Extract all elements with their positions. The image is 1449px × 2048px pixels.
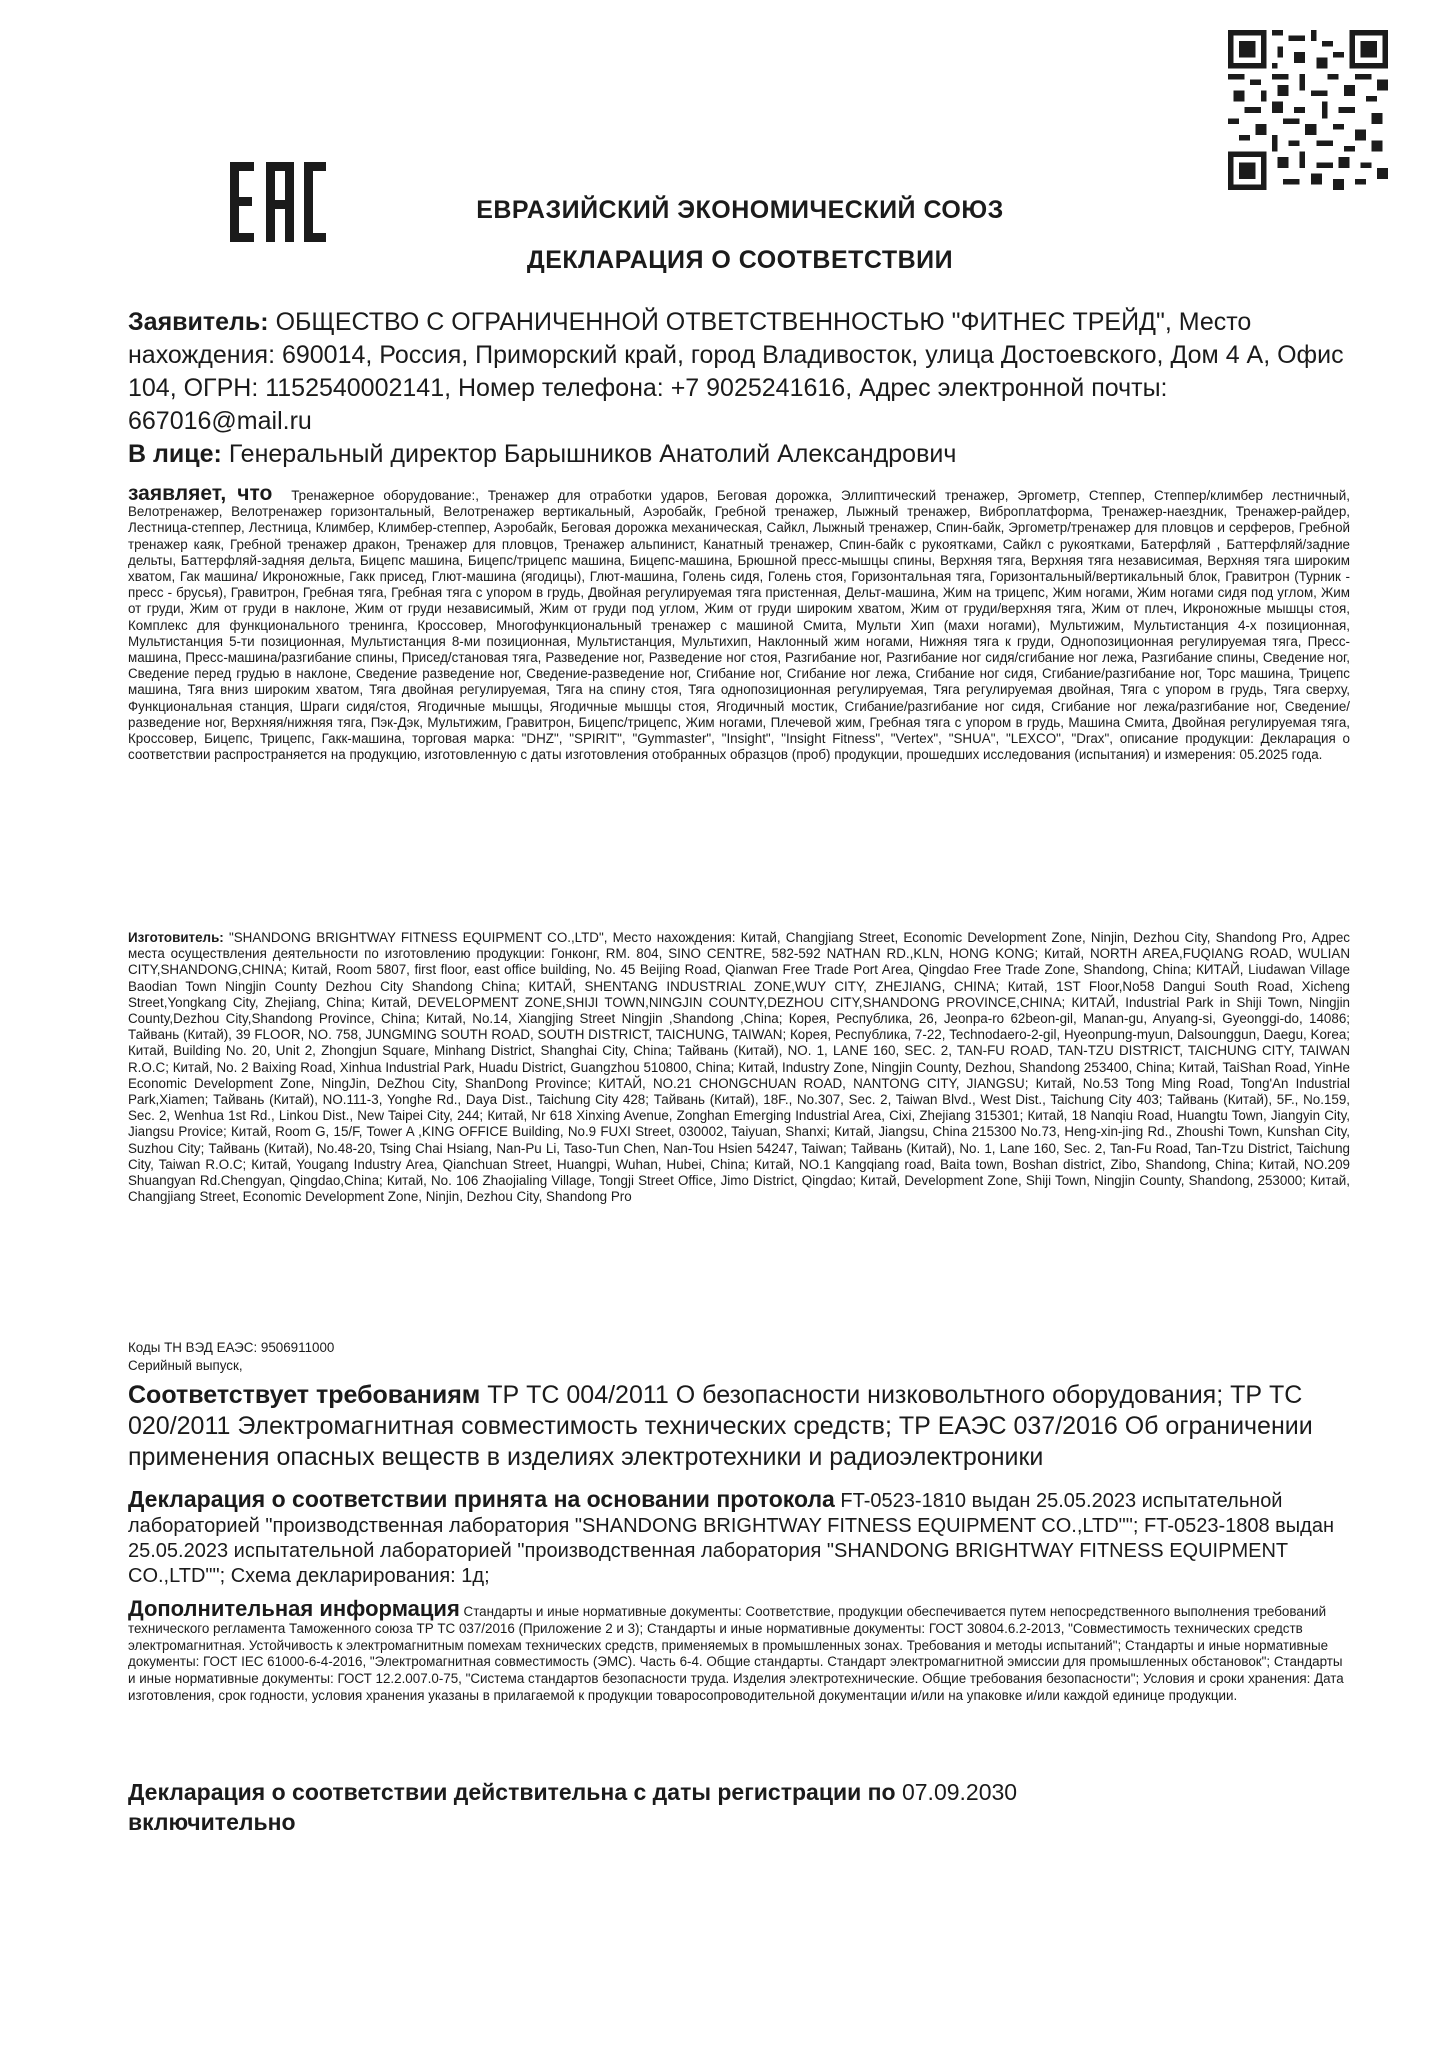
- applicant-label: Заявитель:: [128, 308, 269, 336]
- manufacturer-label: Изготовитель:: [128, 930, 224, 945]
- manufacturer-text: "SHANDONG BRIGHTWAY FITNESS EQUIPMENT CO.,LTD", Место нахождения: Китай, Changjiang Street, Economic Development Zone, Ninjin, Dezhou City, Shandong Pro, Адрес места осуществления деятельности по изготовлению продукции: Гонконг, RM. 804, SINO CENTRE, 582-592 NATHAN RD.,KLN, HONG KONG; Китай, NORTH AREA,FUQIANG ROAD, WULIAN CITY,SHANDONG,CHINA; Китай, Room 5807, first floor, east office building, No. 45 Beijing Road, Qianwan Free Trade Port Area, Qingdao Free Trade Zone, Shandong, China; КИТАЙ, Liudawan Village Baodian Town Ningjin County Dezhou City Shandong China; КИТАЙ, SHENTANG INDUSTRIAL ZONE,WUY CITY, ZHEJIANG, CHINA; Китай, 1ST Floor,No58 Dangui South Road, Xicheng Street,Yongkang City, Zhejiang, China; Китай, DEVELOPMENT ZONE,SHIJI TOWN,NINGJIN COUNTY,DEZHOU CITY,SHANDONG PROVINCE,CHINA; КИТАЙ, Industrial Park in Shiji Town, Ningjin County,Dezhou City,Shandong Province, China; Китай, No.14, Xiangjing Street Ningjin ,Shandong ,China; Корея, Республика, 26, Jeonpa-ro 62beon-gil, Manan-gu, Anyang-si, Gyeonggi-do, 14086; Тайвань (Китай), 39 FLOOR, NO. 758, JUNGMING SOUTH ROAD, SOUTH DISTRICT, TAICHUNG, TAIWAN; Корея, Республика, 7-22, Technodaero-2-gil, Hyeonpung-myun, Dalsounggun, Daegu, Korea; Китай, Building No. 20, Unit 2, Zhongjun Square, Minhang District, Shanghai City, China; Тайвань (Китай), NO. 1, LANE 160, SEC. 2, TAN-FU ROAD, TAN-TZU DISTRICT, TAICHUNG CITY, TAIWAN R.O.C; Китай, No. 2 Baixing Road, Xinhua Industrial Park, Huadu District, Guangzhou 510800, China; Китай, Industry Zone, Ningjin County, Dezhou, Shandong 253400, China; Китай, TaiShan Road, YinHe Economic Development Zone, NingJin, DeZhou City, ShanDong Province; КИТАЙ, NO.21 CHONGCHUAN ROAD, NANTONG CITY, JIANGSU; Китай, No.53 Tong Ming Road, Tong'An Industrial Park,Xiamen; Тайвань (Китай), NO.111-3, Yonghe Rd., Daya Dist., Taichung City 428; Тайвань (Китай), 18F., No.307, Sec. 2, Taiwan Blvd., West Dist., Taichung City 403; Тайвань (Китай), 5F., No.159, Sec. 2, Wenhua 1st Rd., Linkou Dist., New Taipei City, 244; Китай, Nr 618 Xinxing Avenue, Zonghan Emerging Industrial Area, Cixi, Zhejiang 315301; Китай, 18 Nanqiu Road, Huangtu Town, Jiangyin City, Jiangsu Provice; Китай, Room G, 15/F, Tower A ,KING OFFICE Building, No.9 FUXI Street, 030002, Taiyuan, Shanxi; Китай, Jiangsu, China 215300 No.73, Heng-xin-jing Rd., Zhoushi Town, Kunshan City, Suzhou City; Тайвань (Китай), No.48-20, Tsing Chai Hsiang, Nan-Pu Li, Taso-Tun Chen, Nan-Tou Hsien 54247, Taiwan; Тайвань (Китай), No. 1, Lane 160, Sec. 2, Tan-Fu Road, Tan-Tzu District, Taichung City, Taiwan R.O.C; Китай, Yougang Industry Area, Qianchuan Street, Huangpi, Wuhan, Hubei, China; Китай, NO.1 Kangqiang road, Baita town, Boshan district, Zibo, Shandong, China; Китай, NO.209 Shuangyan Rd.Chengyan, Qingdao,China; Китай, No. 106 Zhaojialing Village, Tongji Street Office, Jimo District, Qingdao; Китай, Development Zone, Shiji Town, Ningjin County, Shandong, 253000; Китай, Changjiang Street, Economic Development Zone, Ninjin, Dezhou City, Shandong Pro: [128, 930, 1350, 1205]
- basis-label: Декларация о соответствии принята на основании протокола: [128, 1486, 835, 1512]
- representative-section: [128, 438, 1350, 471]
- basis-text: FT-0523-1810 выдан 25.05.2023 испытательной лабораторией "производственная лаборатория "SHANDONG BRIGHTWAY FITNESS EQUIPMENT CO.,LTD""; FT-0523-1808 выдан 25.05.2023 испытательной лабораторией "производственная лаборатория "SHANDONG BRIGHTWAY FITNESS EQUIPMENT CO.,LTD""; Схема декларирования: 1д;: [128, 1490, 1335, 1587]
- tn-ved-codes: Коды ТН ВЭД ЕАЭС: 9506911000: [128, 1340, 335, 1355]
- requirements-label: Соответствует требованиям: [128, 1381, 481, 1409]
- validity-section: [128, 1777, 1350, 1837]
- declaration-title: ДЕКЛАРАЦИЯ О СООТВЕТСТВИИ: [526, 246, 954, 274]
- qr-code: [1228, 28, 1388, 192]
- union-title: ЕВРАЗИЙСКИЙ ЭКОНОМИЧЕСКИЙ СОЮЗ: [476, 196, 1004, 224]
- requirements-section: [128, 1380, 1350, 1473]
- basis-section: [128, 1487, 1350, 1589]
- declares-text: Тренажерное оборудование:, Тренажер для отработки ударов, Беговая дорожка, Эллиптический тренажер, Эргометр, Степпер, Степпер/климбер лестничный, Велотренажер, Велотренажер горизонтальный, Велотренажер вертикальный, Аэробайк, Гребной тренажер, Лыжный тренажер, Виброплатформа, Тренажер-наездник, Тренажер-райдер, Лестница-степпер, Лестница, Климбер, Климбер-степпер, Аэробайк, Беговая дорожка механическая, Сайкл, Лыжный тренажер, Спин-байк, Эргометр/тренажер для пловцов и серферов, Гребной тренажер каяк, Гребной тренажер дракон, Тренажер для пловцов, Тренажер альпинист, Канатный тренажер, Спин-байк с рукоятками, Сайкл с рукоятками, Батерфляй , Баттерфляй/задние дельты, Баттерфляй-задняя дельта, Бицепс машина, Бицепс/трицепс машина, Бицепс-машина, Брюшной пресс-мышцы спины, Верхняя тяга, Верхняя тяга независимая, Верхняя тяга широким хватом, Гак машина/ Икроножные, Гакк присед, Глют-машина (ягодицы), Глют-машина, Голень сидя, Голень стоя, Горизонтальная тяга, Горизонтальный/вертикальный блок, Гравитрон (Турник - пресс - брусья), Гравитрон, Гребная тяга, Гребная тяга с упором в грудь, Двойная регулируемая тяга пристенная, Дельт-машина, Жим на трицепс, Жим ногами, Жим ногами сидя под углом, Жим от груди, Жим от груди в наклоне, Жим от груди независимый, Жим от груди под углом, Жим от груди широким хватом, Жим от груди/верхняя тяга, Жим от плеч, Икроножные мышцы стоя, Комплекс для функционального тренинга, Кроссовер, Многофункциональный тренажер с машиной Смита, Мульти Хип (махи ногами), Мультижим, Мультистанция 4-х позиционная, Мультистанция 5-ти позиционная, Мультистанция 8-ми позиционная, Мультистанция, Мультихип, Наклонный жим ногами, Нижняя тяга к груди, Однопозиционная регулируемая тяга, Пресс-машина, Пресс-машина/разгибание спины, Присед/становая тяга, Разведение ног, Разведение ног стоя, Разгибание ног, Разгибание ног сидя/сгибание ног лежа, Разгибание спины, Сведение ног, Сведение перед грудью в наклоне, Сведение разведение ног, Сведение-разведение ног, Сгибание ног, Сгибание ног лежа, Сгибание ног сидя, Сгибание/разгибание ног, Торс машина, Трицепс машина, Тяга вниз широким хватом, Тяга двойная регулируемая, Тяга на спину стоя, Тяга однопозиционная регулируемая, Тяга регулируемая двойная, Тяга с упором в грудь, Тяга сверху, Функциональная станция, Шраги сидя/стоя, Ягодичные мышцы, Ягодичные мышцы стоя, Ягодичный мостик, Сгибание/разгибание ног сидя, Сгибание ног лежа/разгибание ног, Сведение/разведение ног, Верхняя/нижняя тяга, Пэк-Дэк, Мультижим, Гравитрон, Бицепс/трицепс, Жим ногами, Плечевой жим, Гребная тяга с упором в грудь, Машина Смита, Двойная регулируемая тяга, Кроссовер, Бицепс, Трицепс, Гакк-машина, торговая марка: "DHZ", "SPIRIT", "Gymmaster", "Insight", "Insight Fitness", "Vertex", "SHUA", "LEXCO", "Drax", описание продукции: Декларация о соответствии распространяется на продукцию, изготовленную с даты изготовления отобранных образцов (проб) продукции, прошедших исследования (испытания) и измерения: 05.2025 года.: [128, 488, 1350, 763]
- serial-production: Серийный выпуск,: [128, 1358, 243, 1373]
- additional-info-text: Стандарты и иные нормативные документы: Соответствие, продукции обеспечивается путем непосредственного выполнения требований технического регламента Таможенного союза ТР ТС 037/2016 (Приложение 2 и 3); Стандарты и иные нормативные документы: ГОСТ 30804.6.2-2013, "Совместимость технических средств электромагнитная. Устойчивость к электромагнитным помехам технических средств, применяемых в промышленных зонах. Требования и методы испытаний"; Стандарты и иные нормативные документы: ГОСТ IEC 61000-6-4-2016, "Электромагнитная совместимость (ЭМС). Часть 6-4. Общие стандарты. Стандарт электромагнитной эмиссии для промышленных обстановок"; Стандарты и иные нормативные документы: ГОСТ 12.2.007.0-75, "Система стандартов безопасности труда. Изделия электротехнические. Общие требования безопасности"; Условия и сроки хранения: Дата изготовления, срок годности, условия хранения указаны в прилагаемой к продукции товаросопроводительной документации и/или на упаковке и/или каждой единице продукции.: [128, 1604, 1344, 1703]
- applicant-section: [128, 306, 1350, 438]
- applicant-text: ОБЩЕСТВО С ОГРАНИЧЕННОЙ ОТВЕТСТВЕННОСТЬЮ "ФИТНЕС ТРЕЙД", Место нахождения: 690014, Россия, Приморский край, город Владивосток, улица Достоевского, Дом 4 А, Офис 104, ОГРН: 1152540002141, Номер телефона: +7 9025241616, Адрес электронной почты: 667016@mail.ru: [128, 308, 1344, 435]
- representative-label: В лице:: [128, 440, 222, 468]
- representative-text: Генеральный директор Барышников Анатолий Александрович: [228, 440, 957, 468]
- declares-label: заявляет, что: [128, 482, 273, 505]
- additional-info-label: Дополнительная информация: [128, 1596, 460, 1621]
- validity-label: Декларация о соответствии действительна с даты регистрации по: [128, 1779, 896, 1805]
- additional-info-section: [128, 1596, 1350, 1705]
- declares-section: [128, 482, 1350, 763]
- manufacturer-section: [128, 930, 1350, 1205]
- validity-suffix: включительно: [128, 1809, 296, 1835]
- requirements-text: ТР ТС 004/2011 О безопасности низковольтного оборудования; ТР ТС 020/2011 Электромагнитная совместимость технических средств; ТР ЕАЭС 037/2016 Об ограничении применения опасных веществ в изделиях электротехники и радиоэлектроники: [128, 1381, 1313, 1471]
- validity-date: 07.09.2030: [901, 1779, 1018, 1805]
